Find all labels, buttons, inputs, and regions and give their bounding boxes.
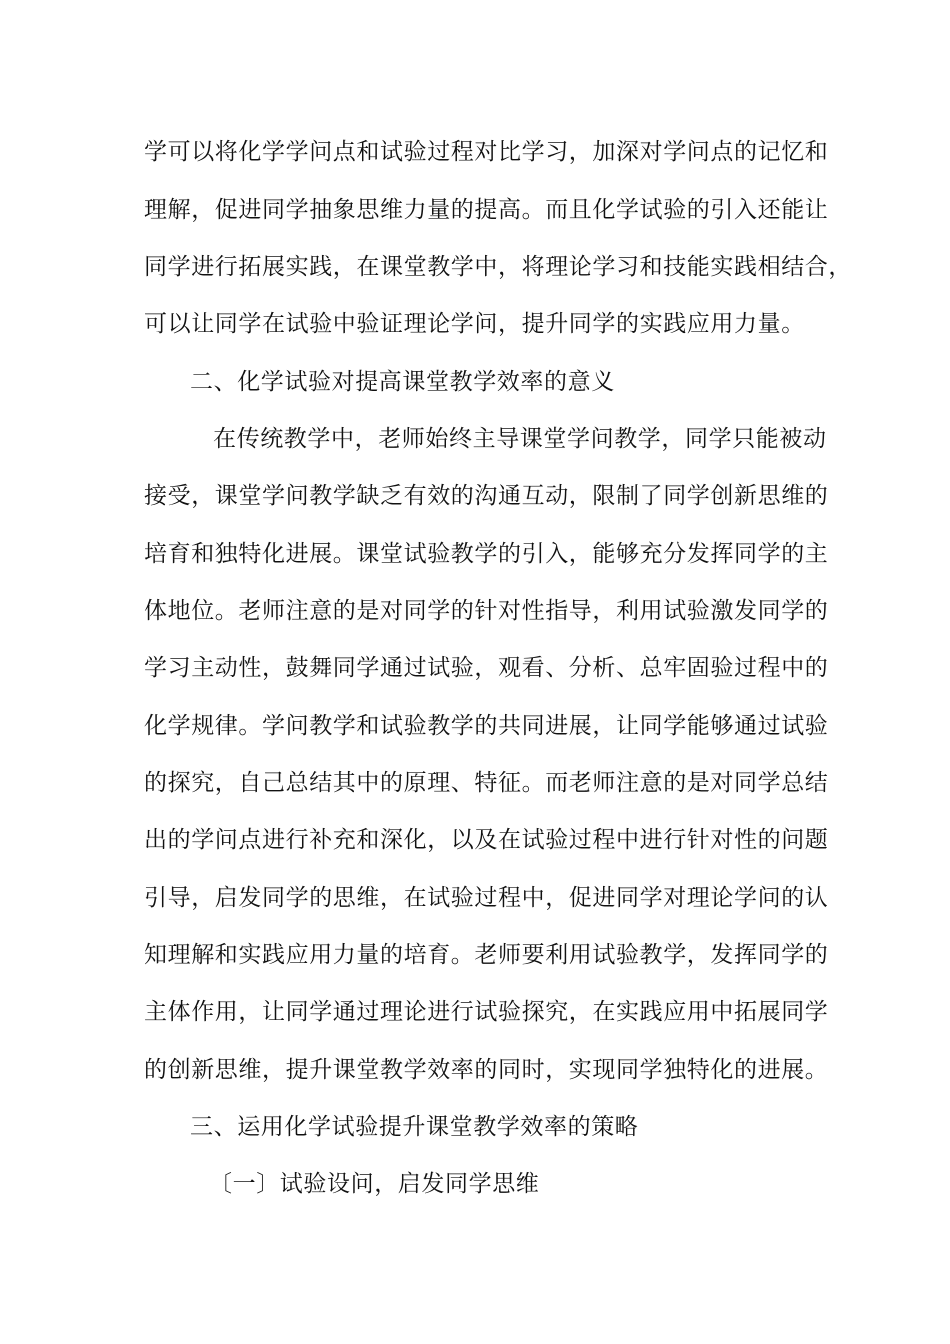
paragraph-line: 理解，促进同学抽象思维力量的提高。而且化学试验的引入还能让	[144, 197, 829, 223]
paragraph-line: 的探究，自己总结其中的原理、特征。而老师注意的是对同学总结	[144, 770, 829, 796]
paragraph-line: 学习主动性，鼓舞同学通过试验，观看、分析、总牢固验过程中的	[144, 655, 829, 681]
paragraph-line: 可以让同学在试验中验证理论学问，提升同学的实践应用力量。	[144, 311, 805, 337]
subsection-heading: 〔一〕试验设问，启发同学思维	[209, 1171, 540, 1197]
section-heading: 二、化学试验对提高课堂教学效率的意义	[190, 369, 615, 395]
paragraph-line: 体地位。老师注意的是对同学的针对性指导，利用试验激发同学的	[144, 598, 829, 624]
paragraph-line: 主体作用，让同学通过理论进行试验探究，在实践应用中拓展同学	[144, 999, 829, 1025]
paragraph-line: 学可以将化学学问点和试验过程对比学习，加深对学问点的记忆和	[144, 139, 829, 165]
paragraph-line: 培育和独特化进展。课堂试验教学的引入，能够充分发挥同学的主	[144, 541, 829, 567]
paragraph-line: 化学规律。学问教学和试验教学的共同进展，让同学能够通过试验	[144, 713, 829, 739]
paragraph-line: 在传统教学中，老师始终主导课堂学问教学，同学只能被动	[213, 426, 827, 452]
section-heading: 三、运用化学试验提升课堂教学效率的策略	[190, 1114, 639, 1140]
paragraph-line: 同学进行拓展实践，在课堂教学中，将理论学习和技能实践相结合，	[144, 254, 852, 280]
paragraph-line: 引导，启发同学的思维，在试验过程中，促进同学对理论学问的认	[144, 885, 829, 911]
paragraph-line: 接受，课堂学问教学缺乏有效的沟通互动，限制了同学创新思维的	[144, 483, 829, 509]
paragraph-line: 知理解和实践应用力量的培育。老师要利用试验教学，发挥同学的	[144, 942, 829, 968]
paragraph-line: 出的学问点进行补充和深化，以及在试验过程中进行针对性的问题	[144, 827, 829, 853]
paragraph-line: 的创新思维，提升课堂教学效率的同时，实现同学独特化的进展。	[144, 1057, 829, 1083]
